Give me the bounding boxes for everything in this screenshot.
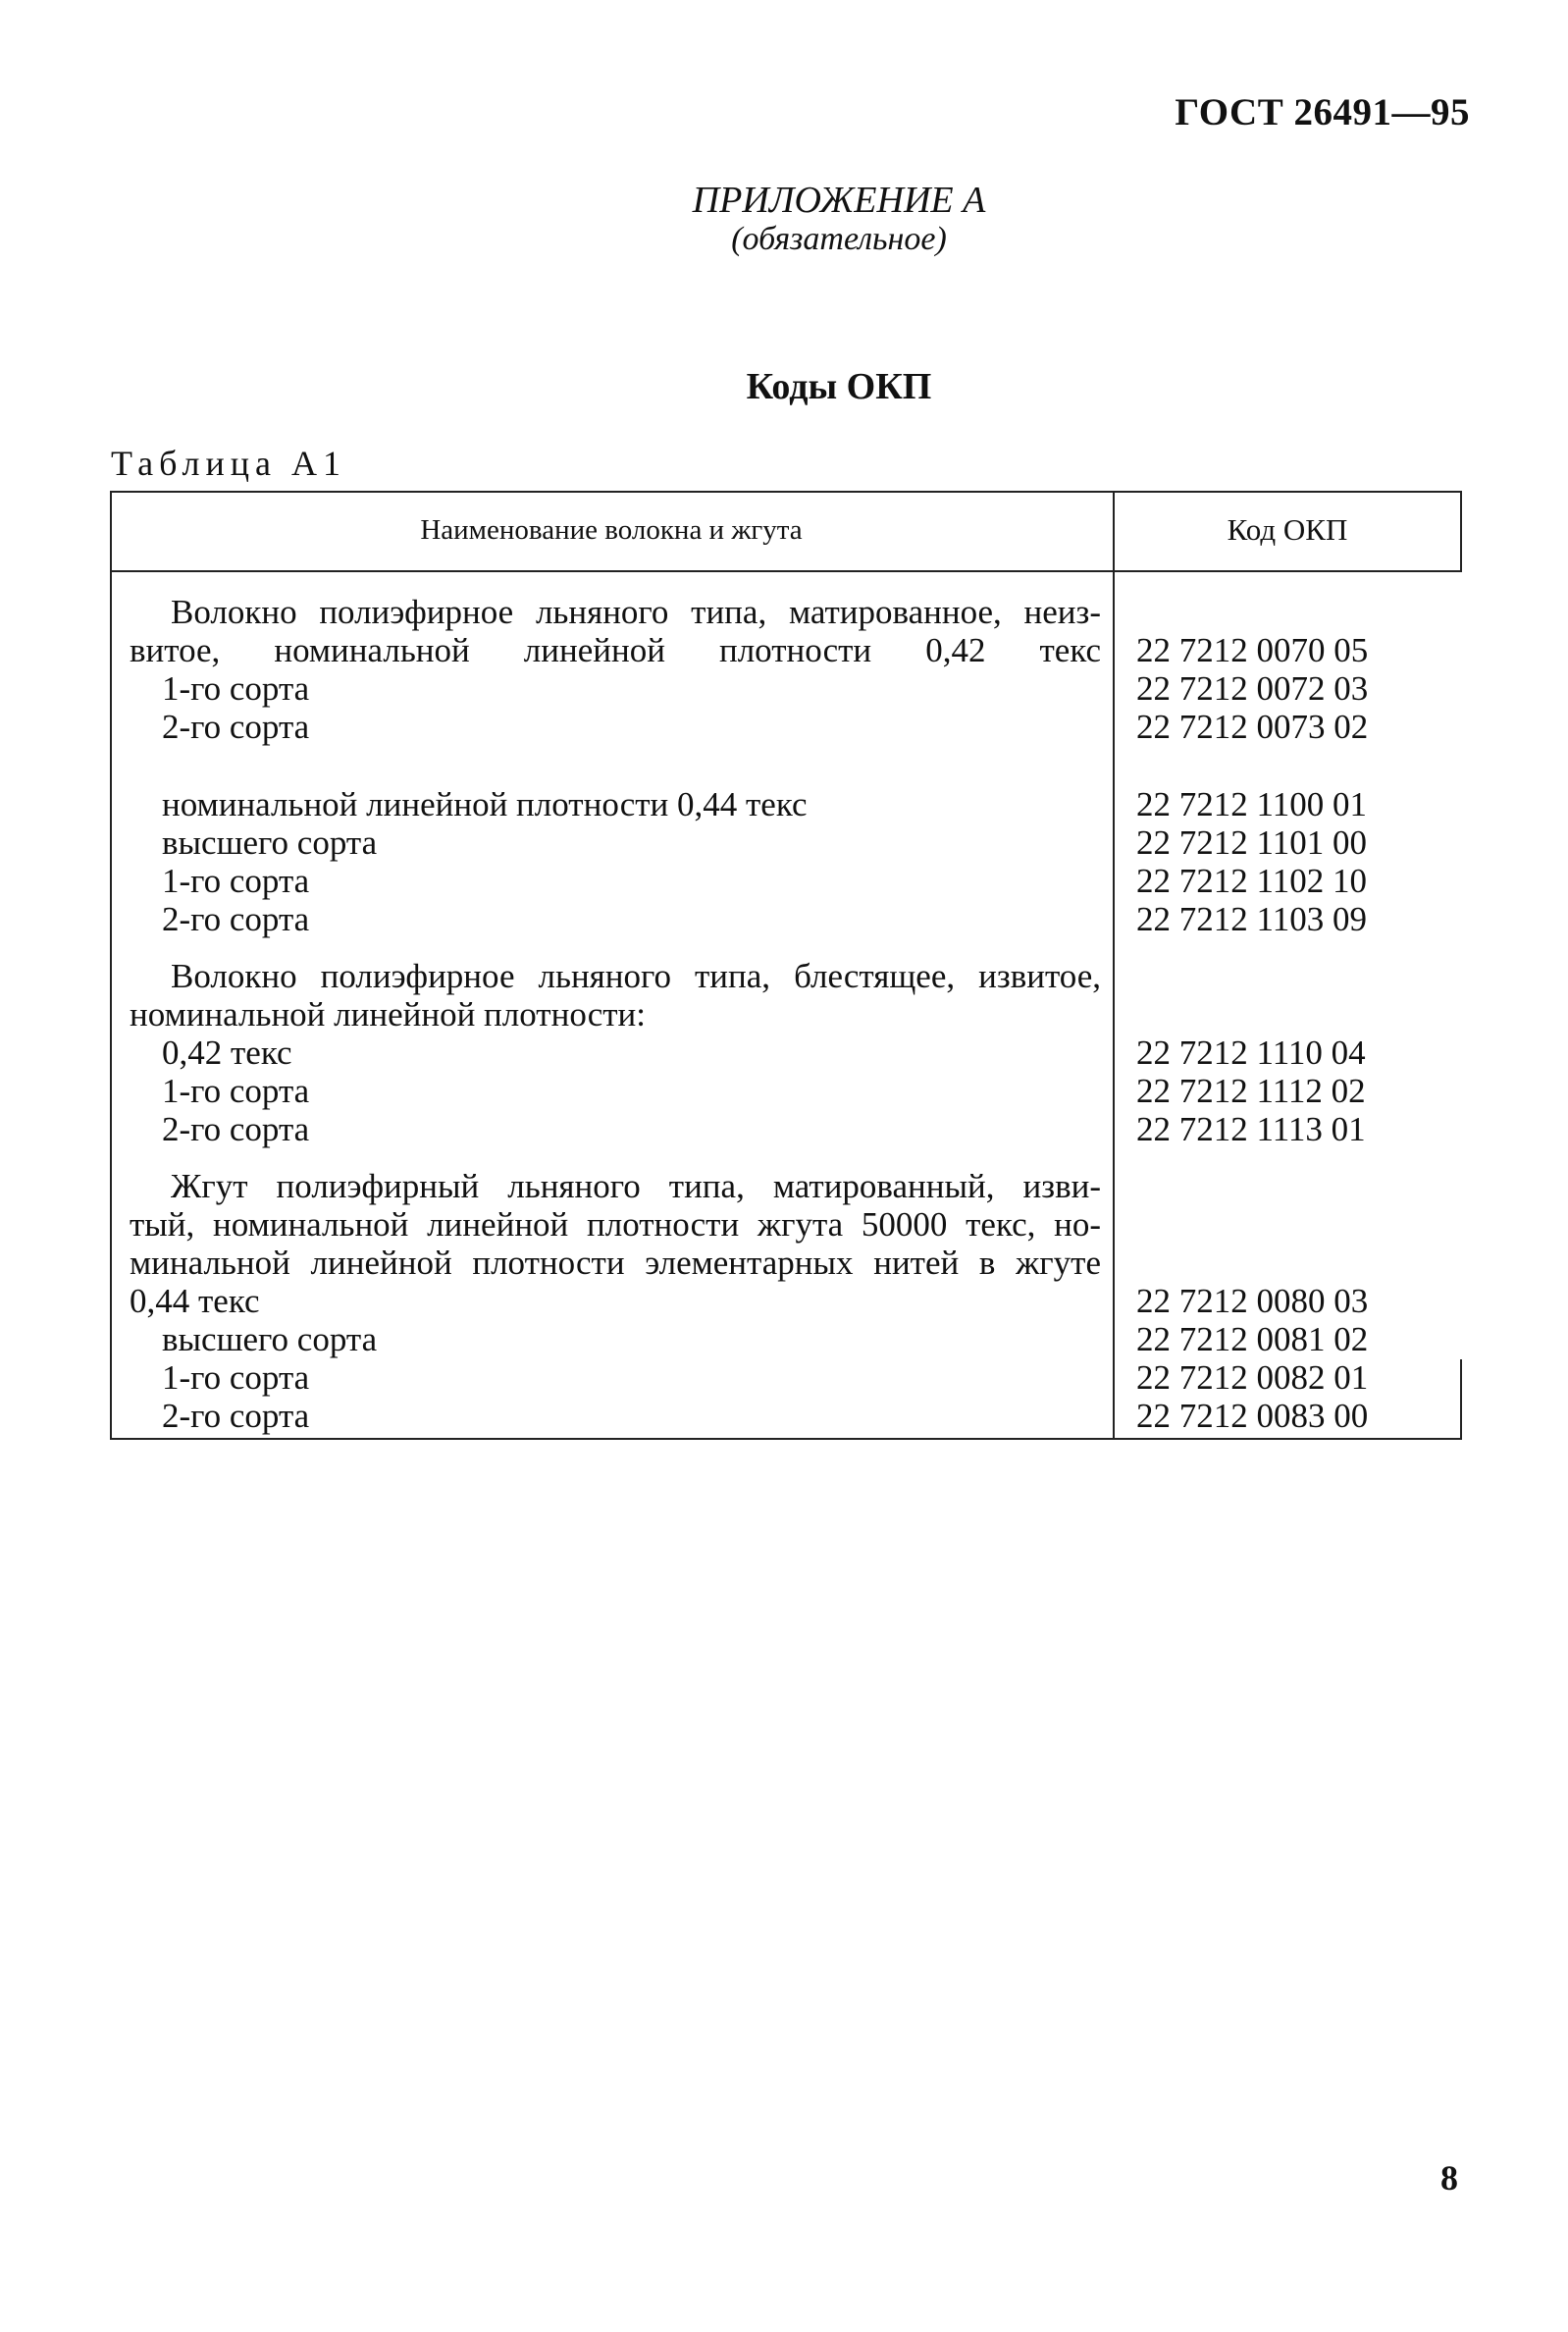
table-row-text: 1-го сорта xyxy=(162,669,310,708)
table-row-text: минальной линейной плотности элементарных нитей в жгуте xyxy=(130,1244,1101,1282)
table-row-code: 22 7212 1112 02 xyxy=(1136,1072,1366,1110)
table-row-text: 0,42 текс xyxy=(162,1034,292,1072)
table-row-text: 2-го сорта xyxy=(162,1110,310,1148)
table-row-text: Волокно полиэфирное льняного типа, матированное, неиз- xyxy=(171,593,1101,631)
header-divider xyxy=(110,570,1462,572)
table-row-text: Жгут полиэфирный льняного типа, матированный, изви- xyxy=(171,1167,1101,1205)
table-row-text: 1-го сорта xyxy=(162,1358,310,1397)
table-row-text: 2-го сорта xyxy=(162,708,310,746)
table-row-code: 22 7212 0072 03 xyxy=(1136,669,1369,708)
table-caption: Таблица А1 xyxy=(111,444,346,483)
column-header-name: Наименование волокна и жгута xyxy=(420,514,803,546)
table-row-text: 0,44 текс xyxy=(130,1282,260,1320)
table-row-code: 22 7212 0070 05 xyxy=(1136,631,1369,669)
table-row-text: 2-го сорта xyxy=(162,1397,310,1435)
table-row-text: номинальной линейной плотности: xyxy=(130,995,646,1034)
appendix-title: ПРИЛОЖЕНИЕ А xyxy=(692,180,986,221)
standard-number: ГОСТ 26491—95 xyxy=(1175,91,1470,133)
section-title: Коды ОКП xyxy=(746,366,932,407)
column-divider xyxy=(1113,493,1115,1440)
appendix-status: (обязательное) xyxy=(731,221,947,257)
table-row-code: 22 7212 1101 00 xyxy=(1136,823,1367,862)
table-row-code: 22 7212 1113 01 xyxy=(1136,1110,1366,1148)
table-row-text: высшего сорта xyxy=(162,1320,378,1358)
table-row-code: 22 7212 0073 02 xyxy=(1136,708,1369,746)
table-row-text: номинальной линейной плотности 0,44 текс xyxy=(162,785,808,823)
table-row-code: 22 7212 0081 02 xyxy=(1136,1320,1369,1358)
table-row-code: 22 7212 0082 01 xyxy=(1136,1358,1369,1397)
table-row-code: 22 7212 0080 03 xyxy=(1136,1282,1369,1320)
table-row-code: 22 7212 1100 01 xyxy=(1136,785,1367,823)
table-right-border-bottom xyxy=(1460,1359,1462,1440)
table-row-text: 1-го сорта xyxy=(162,1072,310,1110)
table-row-text: 2-го сорта xyxy=(162,900,310,938)
table-right-border-top xyxy=(1460,493,1462,572)
table-row-code: 22 7212 1110 04 xyxy=(1136,1034,1366,1072)
page-number: 8 xyxy=(1440,2158,1458,2198)
column-header-code: Код ОКП xyxy=(1227,512,1348,547)
table-row-text: Волокно полиэфирное льняного типа, блестящее, извитое, xyxy=(171,957,1101,995)
table-row-text: тый, номинальной линейной плотности жгута 50000 текс, но- xyxy=(130,1205,1101,1244)
table-row-code: 22 7212 0083 00 xyxy=(1136,1397,1369,1435)
table-row-code: 22 7212 1102 10 xyxy=(1136,862,1367,900)
table-row-code: 22 7212 1103 09 xyxy=(1136,900,1367,938)
table-row-text: витое, номинальной линейной плотности 0,42 текс xyxy=(130,631,1101,669)
table-row-text: 1-го сорта xyxy=(162,862,310,900)
table-row-text: высшего сорта xyxy=(162,823,378,862)
